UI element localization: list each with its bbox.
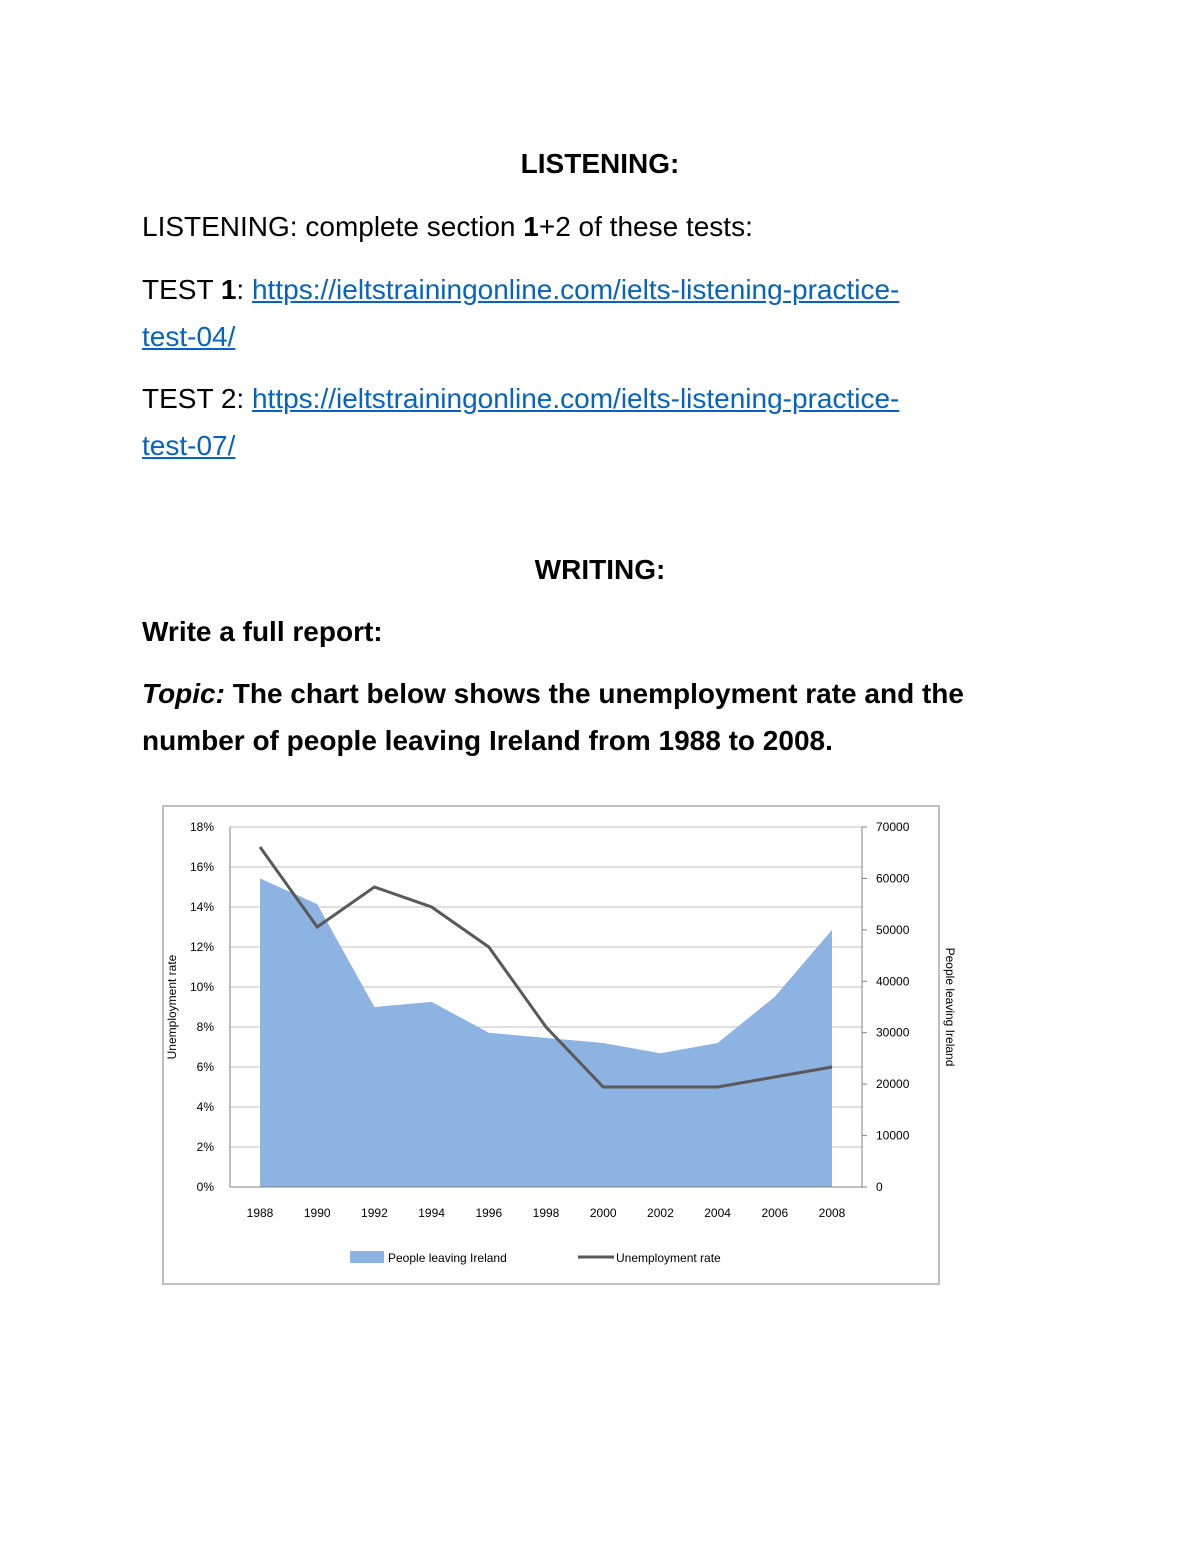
test1-label-suffix: : bbox=[236, 274, 252, 305]
writing-task: Write a full report: bbox=[142, 616, 383, 647]
listening-heading: LISTENING: bbox=[520, 148, 680, 179]
legend-label-line: Unemployment rate bbox=[616, 1251, 721, 1265]
x-tick-label: 1992 bbox=[361, 1206, 388, 1220]
test1-label-prefix: TEST bbox=[142, 274, 221, 305]
y-tick-label: 16% bbox=[189, 860, 214, 874]
y-tick-label: 18% bbox=[189, 820, 214, 834]
x-tick-label: 2002 bbox=[647, 1206, 674, 1220]
test2-link-line2[interactable]: test-07/ bbox=[142, 430, 236, 461]
test1-link[interactable]: https://ieltstrainingonline.com/ielts-listening-practice- bbox=[251, 274, 900, 305]
instruction-suffix: +2 of these tests: bbox=[538, 211, 753, 242]
x-tick-label: 1988 bbox=[246, 1206, 274, 1220]
x-tick-label: 2000 bbox=[589, 1206, 617, 1220]
instruction-bold: 1 bbox=[523, 211, 539, 242]
legend-label-area: People leaving Ireland bbox=[388, 1251, 507, 1265]
test1-label-bold: 1 bbox=[220, 274, 237, 305]
x-tick-label: 1996 bbox=[475, 1206, 503, 1220]
y-tick-label: 4% bbox=[196, 1100, 214, 1114]
y2-tick-label: 60000 bbox=[876, 871, 910, 886]
x-tick-label: 2006 bbox=[761, 1206, 789, 1220]
x-tick-label: 1998 bbox=[532, 1206, 560, 1220]
topic-line2: number of people leaving Ireland from 1988 to 2008. bbox=[142, 725, 833, 756]
y-tick-label: 0% bbox=[196, 1180, 214, 1194]
writing-heading: WRITING: bbox=[534, 554, 666, 585]
topic-line1 bbox=[142, 677, 964, 711]
test2-line bbox=[142, 382, 899, 416]
instruction-prefix: LISTENING: complete section bbox=[142, 211, 524, 242]
topic-text-line1: The chart below shows the unemployment rate and the bbox=[224, 678, 964, 709]
x-tick-label: 1990 bbox=[303, 1206, 331, 1220]
chart-svg bbox=[164, 807, 957, 1283]
y2-tick-label: 0 bbox=[876, 1180, 883, 1194]
chart-frame bbox=[162, 805, 957, 1285]
test1-line bbox=[142, 273, 899, 307]
test2-link-continued bbox=[142, 429, 235, 463]
test1-link-continued bbox=[142, 320, 235, 354]
y-tick-label: 10% bbox=[189, 980, 214, 994]
x-tick-label: 2008 bbox=[818, 1206, 846, 1220]
y-axis-title: Unemployment rate bbox=[165, 954, 179, 1060]
area-series-people-leaving bbox=[260, 878, 832, 1187]
x-tick-label: 1994 bbox=[418, 1206, 445, 1220]
y2-axis-title: People leaving Ireland bbox=[943, 947, 957, 1067]
y2-tick-label: 30000 bbox=[876, 1025, 910, 1040]
y-tick-label: 12% bbox=[189, 940, 214, 954]
y-tick-label: 2% bbox=[196, 1140, 214, 1154]
test1-link-line2[interactable]: test-04/ bbox=[142, 321, 236, 352]
y-tick-label: 14% bbox=[189, 900, 214, 914]
topic-label: Topic: bbox=[142, 678, 225, 709]
legend-swatch-area bbox=[350, 1251, 384, 1263]
y2-tick-label: 10000 bbox=[876, 1128, 910, 1143]
test2-label: TEST 2: bbox=[142, 383, 252, 414]
y2-tick-label: 70000 bbox=[876, 820, 910, 834]
y2-tick-label: 50000 bbox=[876, 922, 910, 937]
x-tick-label: 2004 bbox=[704, 1206, 731, 1220]
y-tick-label: 6% bbox=[196, 1060, 214, 1074]
y2-tick-label: 40000 bbox=[876, 974, 910, 989]
y-tick-label: 8% bbox=[196, 1020, 214, 1034]
listening-instruction bbox=[142, 210, 753, 244]
test2-link[interactable]: https://ieltstrainingonline.com/ielts-listening-practice- bbox=[251, 383, 900, 414]
y2-tick-label: 20000 bbox=[876, 1077, 910, 1092]
